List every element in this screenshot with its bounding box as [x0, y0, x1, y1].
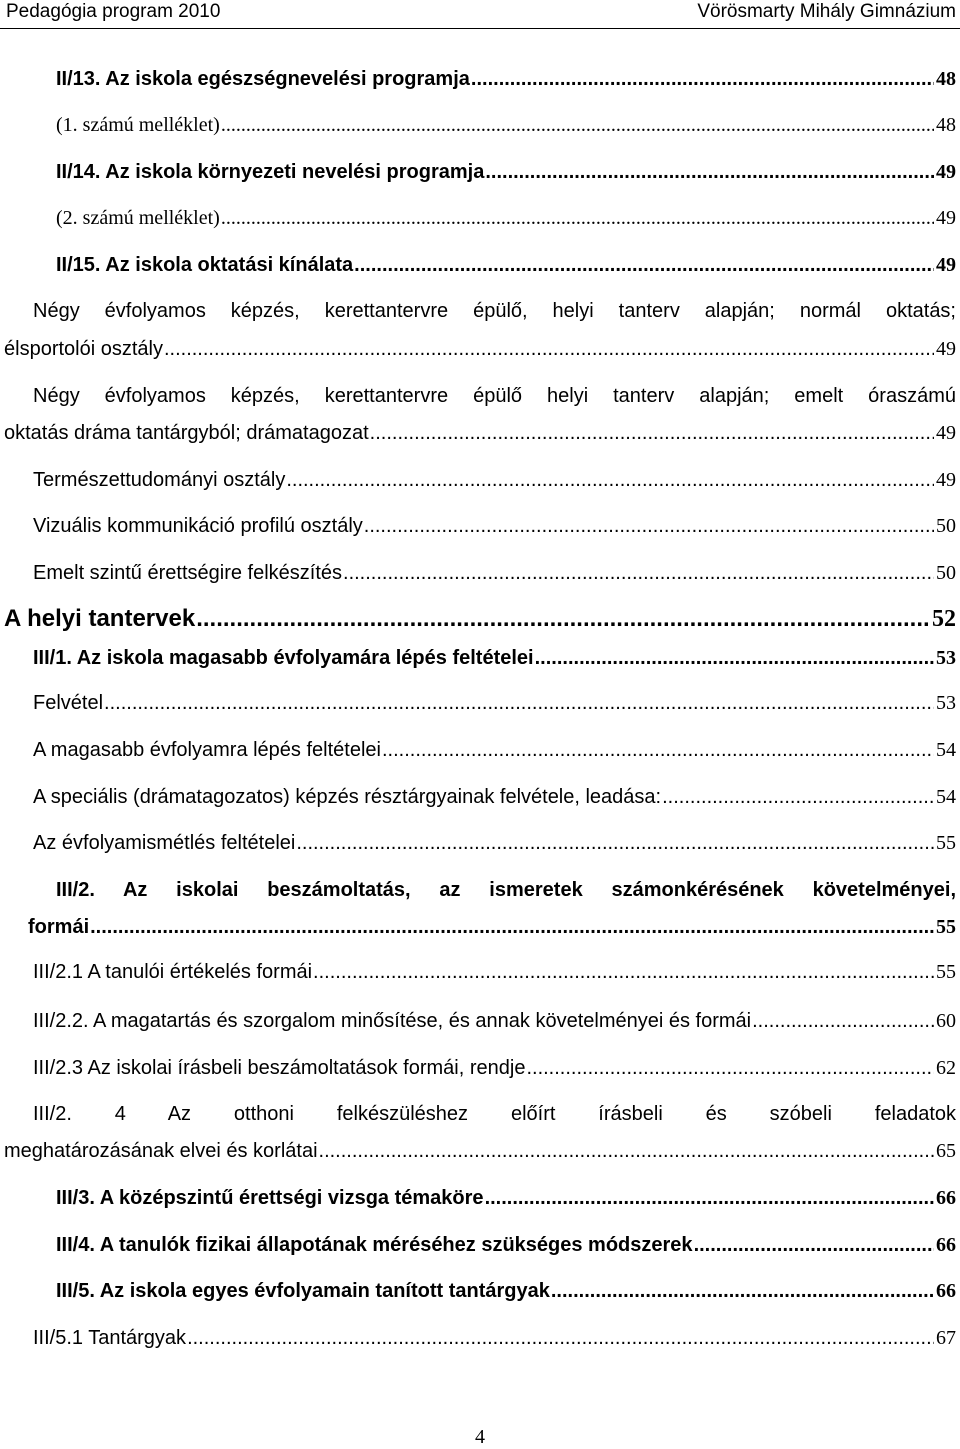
toc-entry-page: 49: [936, 469, 956, 491]
toc-entry[interactable]: [56, 1234, 956, 1257]
toc-entry-page: 66: [936, 1280, 956, 1302]
toc-entry[interactable]: [33, 515, 956, 538]
toc-entry-page: 65: [936, 1140, 956, 1162]
toc-entry-title: Vizuális kommunikáció profilú osztály: [33, 515, 363, 537]
header-left-title: Pedagógia program 2010: [6, 1, 221, 22]
toc-leader: [286, 469, 934, 492]
toc-entry-title: III/4. A tanulók fizikai állapotának méréséhez szükséges módszerek: [56, 1234, 693, 1256]
toc-entry-title: II/13. Az iskola egészségnevelési programja: [56, 68, 470, 90]
toc-entry-page: 53: [936, 647, 956, 669]
toc-leader: [694, 1234, 934, 1257]
toc-leader: [313, 961, 934, 984]
toc-leader: [662, 786, 934, 809]
toc-entry-title: II/15. Az iskola oktatási kínálata: [56, 254, 354, 276]
toc-entry-page: 49: [936, 207, 956, 229]
toc-entry-title: III/1. Az iskola magasabb évfolyamára lépés feltételei: [33, 647, 534, 669]
toc-leader: [354, 254, 934, 277]
toc-entry-page: 60: [936, 1010, 956, 1032]
toc-entry-page: 55: [936, 832, 956, 854]
toc-entry[interactable]: [4, 422, 956, 445]
toc-entry-title: oktatás dráma tantárgyból; drámatagozat: [4, 422, 369, 444]
toc-entry[interactable]: [33, 832, 956, 855]
toc-leader: [221, 207, 934, 230]
toc-leader: [485, 1187, 934, 1210]
toc-entry-line1: III/2. Az iskolai beszámoltatás, az ismeretek számonkérésének követelményei,: [56, 879, 956, 901]
toc-entry-title: Az évfolyamismétlés feltételei: [33, 832, 296, 854]
toc-leader: [485, 161, 934, 184]
toc-entry[interactable]: [4, 338, 956, 361]
toc-leader: [164, 338, 934, 361]
toc-entry-title: III/2.1 A tanulói értékelés formái: [33, 961, 313, 983]
toc-entry-page: 50: [936, 515, 956, 537]
toc-entry-page: 50: [936, 562, 956, 584]
toc-entry[interactable]: [33, 562, 956, 585]
toc-entry[interactable]: [56, 207, 956, 230]
toc-entry-title: Emelt szintű érettségire felkészítés: [33, 562, 343, 584]
toc-leader: [90, 916, 934, 939]
toc-leader: [343, 562, 934, 585]
toc-entry-page: 66: [936, 1234, 956, 1256]
toc-entry-title: III/3. A középszintű érettségi vizsga témaköre: [56, 1187, 484, 1209]
toc-leader: [187, 1327, 934, 1350]
toc-entry-page: 67: [936, 1327, 956, 1349]
toc-leader: [471, 68, 934, 91]
toc-entry-title: A magasabb évfolyamra lépés feltételei: [33, 739, 381, 761]
header-right-title: Vörösmarty Mihály Gimnázium: [697, 1, 956, 22]
toc-entry[interactable]: [56, 1280, 956, 1303]
toc-leader: [364, 515, 934, 538]
toc-entry-line1: Négy évfolyamos képzés, kerettantervre épülő helyi tanterv alapján; emelt óraszámú: [33, 385, 956, 407]
toc-entry[interactable]: [56, 68, 956, 91]
toc-entry[interactable]: [33, 1057, 956, 1080]
toc-entry-page: 55: [936, 961, 956, 983]
toc-entry-page: 48: [936, 114, 956, 136]
toc-entry[interactable]: [56, 254, 956, 277]
toc-entry-page: 49: [936, 254, 956, 276]
toc-leader: [319, 1140, 934, 1163]
toc-entry-page: 48: [936, 68, 956, 90]
toc-entry-page: 53: [936, 692, 956, 714]
toc-entry-title: (1. számú melléklet): [56, 114, 220, 136]
toc-entry[interactable]: [33, 961, 956, 984]
toc-leader: [196, 605, 930, 633]
toc-entry-title: III/5.1 Tantárgyak: [33, 1327, 187, 1349]
toc-entry[interactable]: [33, 692, 956, 715]
toc-leader: [296, 832, 934, 855]
toc-entry-page: 54: [936, 739, 956, 761]
toc-leader: [551, 1280, 934, 1303]
toc-leader: [752, 1010, 934, 1033]
toc-entry-page: 54: [936, 786, 956, 808]
toc-entry-title: III/5. Az iskola egyes évfolyamain tanított tantárgyak: [56, 1280, 550, 1302]
toc-entry-title: III/2.3 Az iskolai írásbeli beszámoltatások formái, rendje: [33, 1057, 526, 1079]
toc-entry[interactable]: [33, 647, 956, 670]
toc-entry[interactable]: [4, 1140, 956, 1163]
toc-entry-title: Természettudományi osztály: [33, 469, 286, 491]
page-header: [0, 0, 960, 30]
toc-entry[interactable]: [28, 916, 956, 939]
toc-entry[interactable]: [33, 1010, 956, 1033]
toc-entry-chapter[interactable]: [4, 605, 956, 633]
toc-entry-line1: Négy évfolyamos képzés, kerettantervre épülő, helyi tanterv alapján; normál oktatás;: [33, 300, 956, 322]
toc-leader: [535, 647, 934, 670]
toc-leader: [526, 1057, 934, 1080]
toc-entry[interactable]: [33, 786, 956, 809]
toc-leader: [104, 692, 934, 715]
toc-entry-line1: III/2. 4 Az otthoni felkészüléshez előírt írásbeli és szóbeli feladatok: [33, 1103, 956, 1125]
header-rule: [0, 28, 960, 29]
page-number: 4: [475, 1426, 485, 1448]
toc-entry-page: 66: [936, 1187, 956, 1209]
toc-entry-title: A speciális (drámatagozatos) képzés résztárgyainak felvétele, leadása:: [33, 786, 662, 808]
toc-leader: [370, 422, 934, 445]
toc-entry-title: formái: [28, 916, 90, 938]
toc-entry[interactable]: [33, 739, 956, 762]
toc-entry[interactable]: [56, 114, 956, 137]
toc-entry-title: II/14. Az iskola környezeti nevelési programja: [56, 161, 485, 183]
toc-entry-page: 52: [932, 606, 956, 632]
toc-entry-title: élsportolói osztály: [4, 338, 163, 360]
toc-entry[interactable]: [56, 1187, 956, 1210]
toc-leader: [382, 739, 934, 762]
toc-entry-page: 49: [936, 161, 956, 183]
toc-entry-page: 62: [936, 1057, 956, 1079]
toc-entry-title: (2. számú melléklet): [56, 207, 220, 229]
toc-entry[interactable]: [56, 161, 956, 184]
toc-entry[interactable]: [33, 469, 956, 492]
toc-entry-page: 49: [936, 422, 956, 444]
toc-entry-title: meghatározásának elvei és korlátai: [4, 1140, 318, 1162]
toc-entry-page: 55: [936, 916, 956, 938]
toc-entry-page: 49: [936, 338, 956, 360]
toc-entry[interactable]: [33, 1327, 956, 1350]
toc-entry-title: Felvétel: [33, 692, 104, 714]
toc-leader: [221, 114, 934, 137]
toc-entry-title: A helyi tantervek: [4, 605, 196, 632]
toc-entry-title: III/2.2. A magatartás és szorgalom minősítése, és annak követelményei és formái: [33, 1010, 752, 1032]
